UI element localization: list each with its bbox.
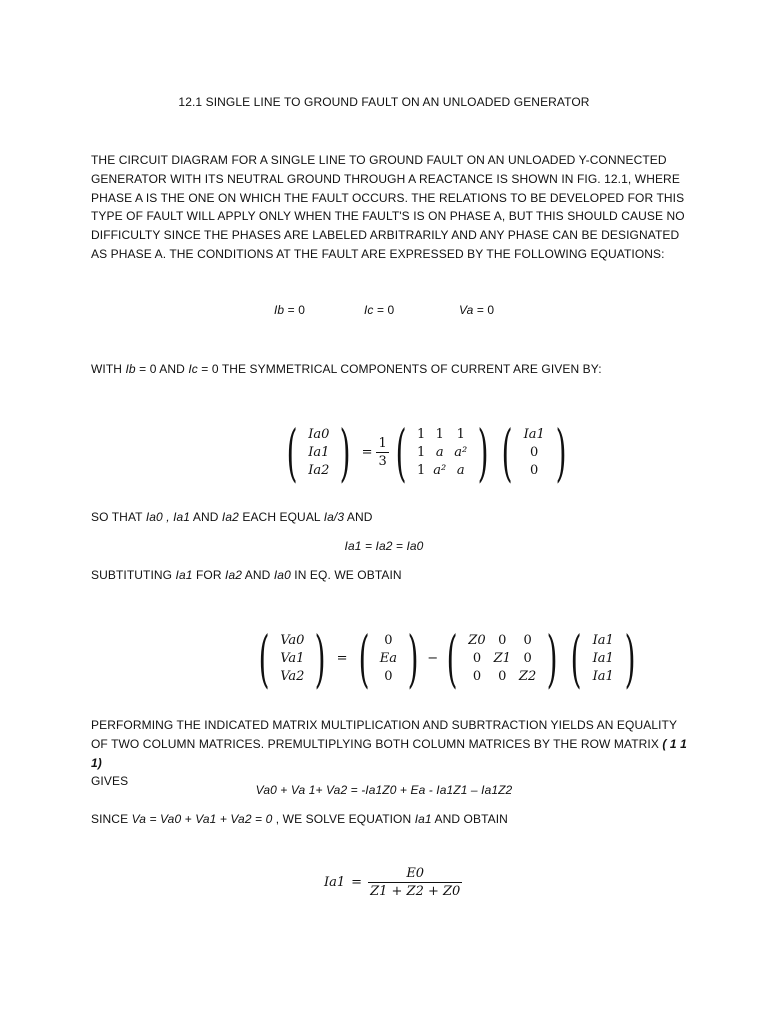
- one-third-fraction: [376, 436, 388, 469]
- fraction-denominator: 3: [378, 454, 387, 469]
- text-run: GIVES: [91, 774, 129, 789]
- text-run: SINCE: [91, 812, 132, 826]
- matrix-entry: a²: [433, 462, 447, 478]
- so-that-line: [91, 510, 373, 524]
- symmetrical-components-equation: [280, 416, 573, 489]
- vector-entry: Va1: [280, 650, 305, 666]
- matrix-entry: Z0: [468, 632, 486, 648]
- condition-ic: [364, 303, 394, 317]
- matrix-entry: 1: [416, 426, 426, 442]
- vector-entry: Ia2: [308, 462, 330, 478]
- condition-value: = 0: [284, 303, 305, 317]
- text-run: AND: [242, 568, 274, 582]
- condition-var: Ib: [274, 303, 285, 317]
- left-paren: (: [395, 416, 407, 489]
- matrix-entry: Z2: [518, 668, 537, 684]
- vector-entry: 0: [530, 444, 539, 460]
- vector-entry: Va0: [280, 632, 305, 648]
- fraction-numerator: 1: [378, 436, 387, 451]
- right-paren: ): [407, 622, 419, 695]
- right-paren: ): [315, 622, 326, 695]
- left-paren: (: [571, 622, 582, 695]
- source-vector: [376, 632, 401, 686]
- minus-sign: −: [427, 651, 439, 666]
- math-var: Ia1: [414, 812, 432, 826]
- left-paren: (: [446, 622, 458, 695]
- fraction-denominator: Z1 + Z2 + Z0: [370, 884, 461, 899]
- phase-current-vector: [520, 426, 549, 480]
- sum-equation: Va0 + Va 1+ Va2 = -Ia1Z0 + Ea - Ia1Z1 – Ia1Z2: [255, 783, 513, 797]
- voltage-matrix-equation: [252, 622, 642, 695]
- intro-paragraph: THE CIRCUIT DIAGRAM FOR A SINGLE LINE TO GROUND FAULT ON AN UNLOADED Y-CONNECTED GENERATOR WITH ITS NEUTRAL GROUND THROUGH A REACTANCE IS SHOWN IN FIG. 12.1, WHERE PHASE A IS THE ONE ON WHICH THE FAULT OCCURS. THE RELATIONS TO BE DEVELOPED FOR THIS TYPE OF FAULT WILL APPLY ONLY WHEN THE FAULT'S IS ON PHASE A, BUT THIS SHOULD CAUSE NO DIFFICULTY SINCE THE PHASES ARE LABELED ARBITRARILY AND ANY PHASE CAN BE DESIGNATED AS PHASE A. THE CONDITIONS AT THE FAULT ARE EXPRESSED BY THE FOLLOWING EQUATIONS:: [91, 153, 685, 261]
- row-matrix: ( 1 1 1): [91, 736, 687, 770]
- math-var: Ic: [188, 362, 198, 376]
- condition-value: = 0: [373, 303, 395, 317]
- matrix-entry: a: [456, 462, 465, 478]
- condition-va: [459, 303, 494, 317]
- matrix-entry: 1: [456, 426, 465, 442]
- left-paren: (: [286, 416, 298, 489]
- text-run: IN EQ. WE OBTAIN: [290, 568, 402, 582]
- matrix-entry: 0: [523, 632, 532, 648]
- left-paren: (: [502, 416, 513, 489]
- math-var: Ia0: [273, 568, 291, 582]
- matrix-entry: 1: [416, 444, 426, 460]
- condition-var: Va: [459, 303, 474, 317]
- matrix-entry: 0: [498, 632, 507, 648]
- text-run: = 0 AND: [135, 362, 189, 376]
- matrix-entry: 0: [472, 668, 482, 684]
- matrix-entry: 0: [472, 650, 482, 666]
- text-run: EACH EQUAL: [238, 510, 324, 524]
- equal-currents-line: Ia1 = Ia2 = Ia0: [344, 539, 424, 553]
- matrix-entry: 1: [435, 426, 444, 442]
- left-paren: (: [358, 622, 370, 695]
- vector-entry: Ia1: [592, 650, 614, 666]
- math-var: Va = Va0 + Va1 + Va2 = 0: [131, 812, 273, 826]
- vector-entry: 0: [384, 632, 393, 648]
- vector-entry: 0: [384, 668, 393, 684]
- text-run: , WE SOLVE EQUATION: [272, 812, 415, 826]
- vector-entry: Ia1: [592, 632, 614, 648]
- left-paren: (: [258, 622, 270, 695]
- text-run: WITH: [91, 362, 126, 376]
- text-run: SUBTITUTING: [91, 568, 176, 582]
- condition-value: = 0: [473, 303, 495, 317]
- vector-entry: 0: [530, 462, 539, 478]
- equals-sign: =: [361, 445, 373, 460]
- right-paren: ): [477, 416, 489, 489]
- math-var: Ia0 , Ia1: [145, 510, 191, 524]
- text-run: AND: [190, 510, 222, 524]
- right-paren: ): [340, 416, 351, 489]
- matrix-entry: 0: [523, 650, 532, 666]
- transform-matrix: [413, 426, 471, 480]
- text-run: AND OBTAIN: [431, 812, 508, 826]
- math-var: Ia2: [221, 510, 239, 524]
- vector-entry: Va2: [280, 668, 305, 684]
- text-run: SO THAT: [91, 510, 146, 524]
- current-vector: [589, 632, 618, 686]
- right-paren: ): [546, 622, 558, 695]
- matrix-entry: 1: [416, 462, 426, 478]
- condition-ib: [274, 303, 305, 317]
- math-var: Ia2: [225, 568, 243, 582]
- current-component-vector: [304, 426, 333, 480]
- math-var: Ia1: [175, 568, 193, 582]
- vector-entry: Ia1: [523, 426, 545, 442]
- fraction-numerator: E0: [406, 866, 425, 881]
- substituting-line: [91, 568, 402, 582]
- impedance-matrix: [464, 632, 540, 686]
- right-paren: ): [624, 622, 636, 695]
- math-var: Ib: [125, 362, 136, 376]
- right-paren: ): [555, 416, 567, 489]
- with-line: [91, 362, 602, 376]
- text-run: PERFORMING THE INDICATED MATRIX MULTIPLICATION AND SUBRTRACTION YIELDS AN EQUALITY OF TWO COLUMN MATRICES. PREMULTIPLYING BOTH COLUMN MATRICES BY THE ROW MATRIX: [91, 718, 677, 751]
- matrix-entry: Z1: [493, 650, 511, 666]
- since-line: [91, 812, 508, 826]
- vector-entry: Ia1: [308, 444, 330, 460]
- final-equation: [324, 866, 462, 899]
- math-var: Ia/3: [323, 510, 345, 524]
- matrix-entry: a²: [454, 444, 468, 460]
- voltage-component-vector: [276, 632, 308, 686]
- text-run: = 0 THE SYMMETRICAL COMPONENTS OF CURRENT ARE GIVEN BY:: [197, 362, 602, 376]
- equals-sign: =: [336, 651, 348, 666]
- final-lhs: Ia1: [324, 875, 346, 890]
- vector-entry: Ia1: [592, 668, 614, 684]
- condition-var: Ic: [364, 303, 374, 317]
- matrix-entry: a: [435, 444, 444, 460]
- equals-sign: =: [351, 875, 363, 890]
- vector-entry: Ea: [379, 650, 397, 666]
- text-run: FOR: [192, 568, 226, 582]
- final-fraction: [368, 866, 462, 899]
- section-title: 12.1 SINGLE LINE TO GROUND FAULT ON AN UNLOADED GENERATOR: [178, 95, 590, 109]
- vector-entry: Ia0: [308, 426, 330, 442]
- performing-paragraph: [91, 716, 691, 791]
- text-run: AND: [344, 510, 373, 524]
- matrix-entry: 0: [498, 668, 507, 684]
